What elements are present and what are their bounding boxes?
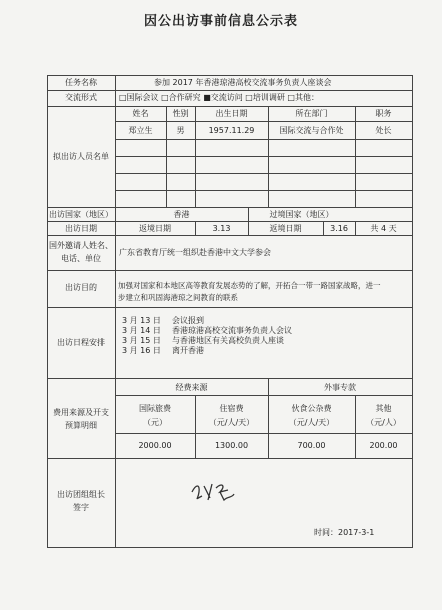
funding-header-other: 其他 xyxy=(375,404,392,413)
funding-source-value: 外事专款 xyxy=(324,383,356,392)
member-gender: 男 xyxy=(176,126,185,135)
days-count: 共 4 天 xyxy=(370,224,397,233)
schedule-text: 离开香港 xyxy=(172,346,204,355)
members-label: 拟出访人员名单 xyxy=(53,152,109,161)
grid-line xyxy=(195,106,196,207)
funding-header-meals-unit: （元/人/天） xyxy=(288,418,335,427)
grid-line xyxy=(47,270,413,271)
grid-line xyxy=(115,433,413,434)
return-date-value: 3.16 xyxy=(330,224,348,233)
approval-label-1: 出访团组组长 xyxy=(57,490,105,499)
grid-line xyxy=(115,156,413,157)
schedule-text: 与香港地区有关高校负责人座谈 xyxy=(172,336,284,345)
grid-line xyxy=(47,235,413,236)
member-dept: 国际交流与合作处 xyxy=(279,126,344,135)
grid-line xyxy=(47,307,413,308)
funding-value-meals: 700.00 xyxy=(297,441,326,450)
return-label-b: 返境日期 xyxy=(269,224,302,233)
funding-value-travel: 2000.00 xyxy=(138,441,172,450)
members-header-gender: 性别 xyxy=(172,109,189,118)
grid-line xyxy=(115,75,116,547)
funding-header-travel-unit: （元） xyxy=(143,418,167,427)
grid-line xyxy=(115,173,413,174)
funding-source-label: 经费来源 xyxy=(175,383,208,392)
schedule-date: 3 月 14 日 xyxy=(122,326,161,335)
task-value: 参加 2017 年香港琼港高校交流事务负责人座谈会 xyxy=(154,78,332,87)
grid-line xyxy=(47,378,413,379)
start-date-value: 3.13 xyxy=(212,224,231,233)
grid-line xyxy=(166,106,167,207)
approval-label-2: 签字 xyxy=(73,503,89,512)
inviter-label-1: 国外邀请人姓名、 xyxy=(49,241,113,250)
funding-value-lodging: 1300.00 xyxy=(214,441,249,450)
grid-line xyxy=(115,190,413,191)
schedule-text: 香港琼港高校交流事务负责人会议 xyxy=(172,326,292,335)
approval-date: 时间：2017-3-1 xyxy=(314,528,375,537)
purpose-line-2: 步建立和巩固海港琼之间教育的联系 xyxy=(118,293,238,302)
schedule-date: 3 月 13 日 xyxy=(122,316,161,325)
purpose-line-1: 加强对国家和本地区高等教育发展态势的了解，开拓合一带一路国家战略，进一 xyxy=(118,281,381,290)
funding-value-other: 200.00 xyxy=(369,441,398,450)
schedule-date: 3 月 16 日 xyxy=(122,346,161,355)
grid-line xyxy=(47,75,413,76)
funding-header-lodging: 住宿费 xyxy=(219,404,244,413)
grid-line xyxy=(355,106,356,207)
grid-line xyxy=(47,221,413,222)
handwritten-signature xyxy=(190,478,236,502)
transit-label: 过境国家（地区） xyxy=(269,210,334,219)
task-label: 任务名称 xyxy=(65,78,97,87)
members-header-birth: 出生日期 xyxy=(215,109,248,118)
inviter-value: 广东省教育厅统一组织赴香港中文大学参会 xyxy=(119,248,271,257)
member-birth: 1957.11.29 xyxy=(208,126,255,135)
grid-line xyxy=(47,207,413,208)
grid-line xyxy=(47,106,413,107)
funding-label-2: 预算明细 xyxy=(65,421,97,430)
grid-line xyxy=(47,90,413,91)
form-value: □国际会议 □合作研究 ■交流访问 □培训调研 □其他： xyxy=(119,93,319,102)
region-label: 出访国家（地区） xyxy=(49,210,113,219)
grid-line xyxy=(268,106,269,207)
schedule-label: 出访日程安排 xyxy=(57,338,105,347)
start-date-label: 出访日期 xyxy=(65,224,97,233)
region-value: 香港 xyxy=(173,210,190,219)
funding-header-meals: 伙食公杂费 xyxy=(291,404,332,413)
grid-line xyxy=(115,121,413,122)
members-header-name: 姓名 xyxy=(132,109,149,118)
funding-header-other-unit: （元/人） xyxy=(366,418,401,427)
form-label: 交流形式 xyxy=(65,93,97,102)
funding-header-travel: 国际旅费 xyxy=(139,404,171,413)
funding-header-lodging-unit: （元/人/天） xyxy=(208,418,255,427)
schedule-date: 3 月 15 日 xyxy=(122,336,161,345)
member-name: 郑立生 xyxy=(128,126,153,135)
grid-line xyxy=(47,75,48,547)
member-title: 处长 xyxy=(375,126,392,135)
return-label-a: 返境日期 xyxy=(139,224,171,233)
page-title: 因公出访事前信息公示表 xyxy=(143,14,298,29)
purpose-label: 出访目的 xyxy=(65,283,97,292)
grid-line xyxy=(115,395,413,396)
inviter-label-2: 电话、单位 xyxy=(61,254,101,263)
members-header-dept: 所在部门 xyxy=(295,109,328,118)
members-header-title: 职务 xyxy=(375,109,392,118)
funding-label-1: 费用来源及开支 xyxy=(53,408,109,417)
grid-line xyxy=(115,139,413,140)
grid-line xyxy=(412,75,413,547)
schedule-text: 会议报到 xyxy=(172,316,204,325)
grid-line xyxy=(47,547,413,548)
grid-line xyxy=(47,458,413,459)
